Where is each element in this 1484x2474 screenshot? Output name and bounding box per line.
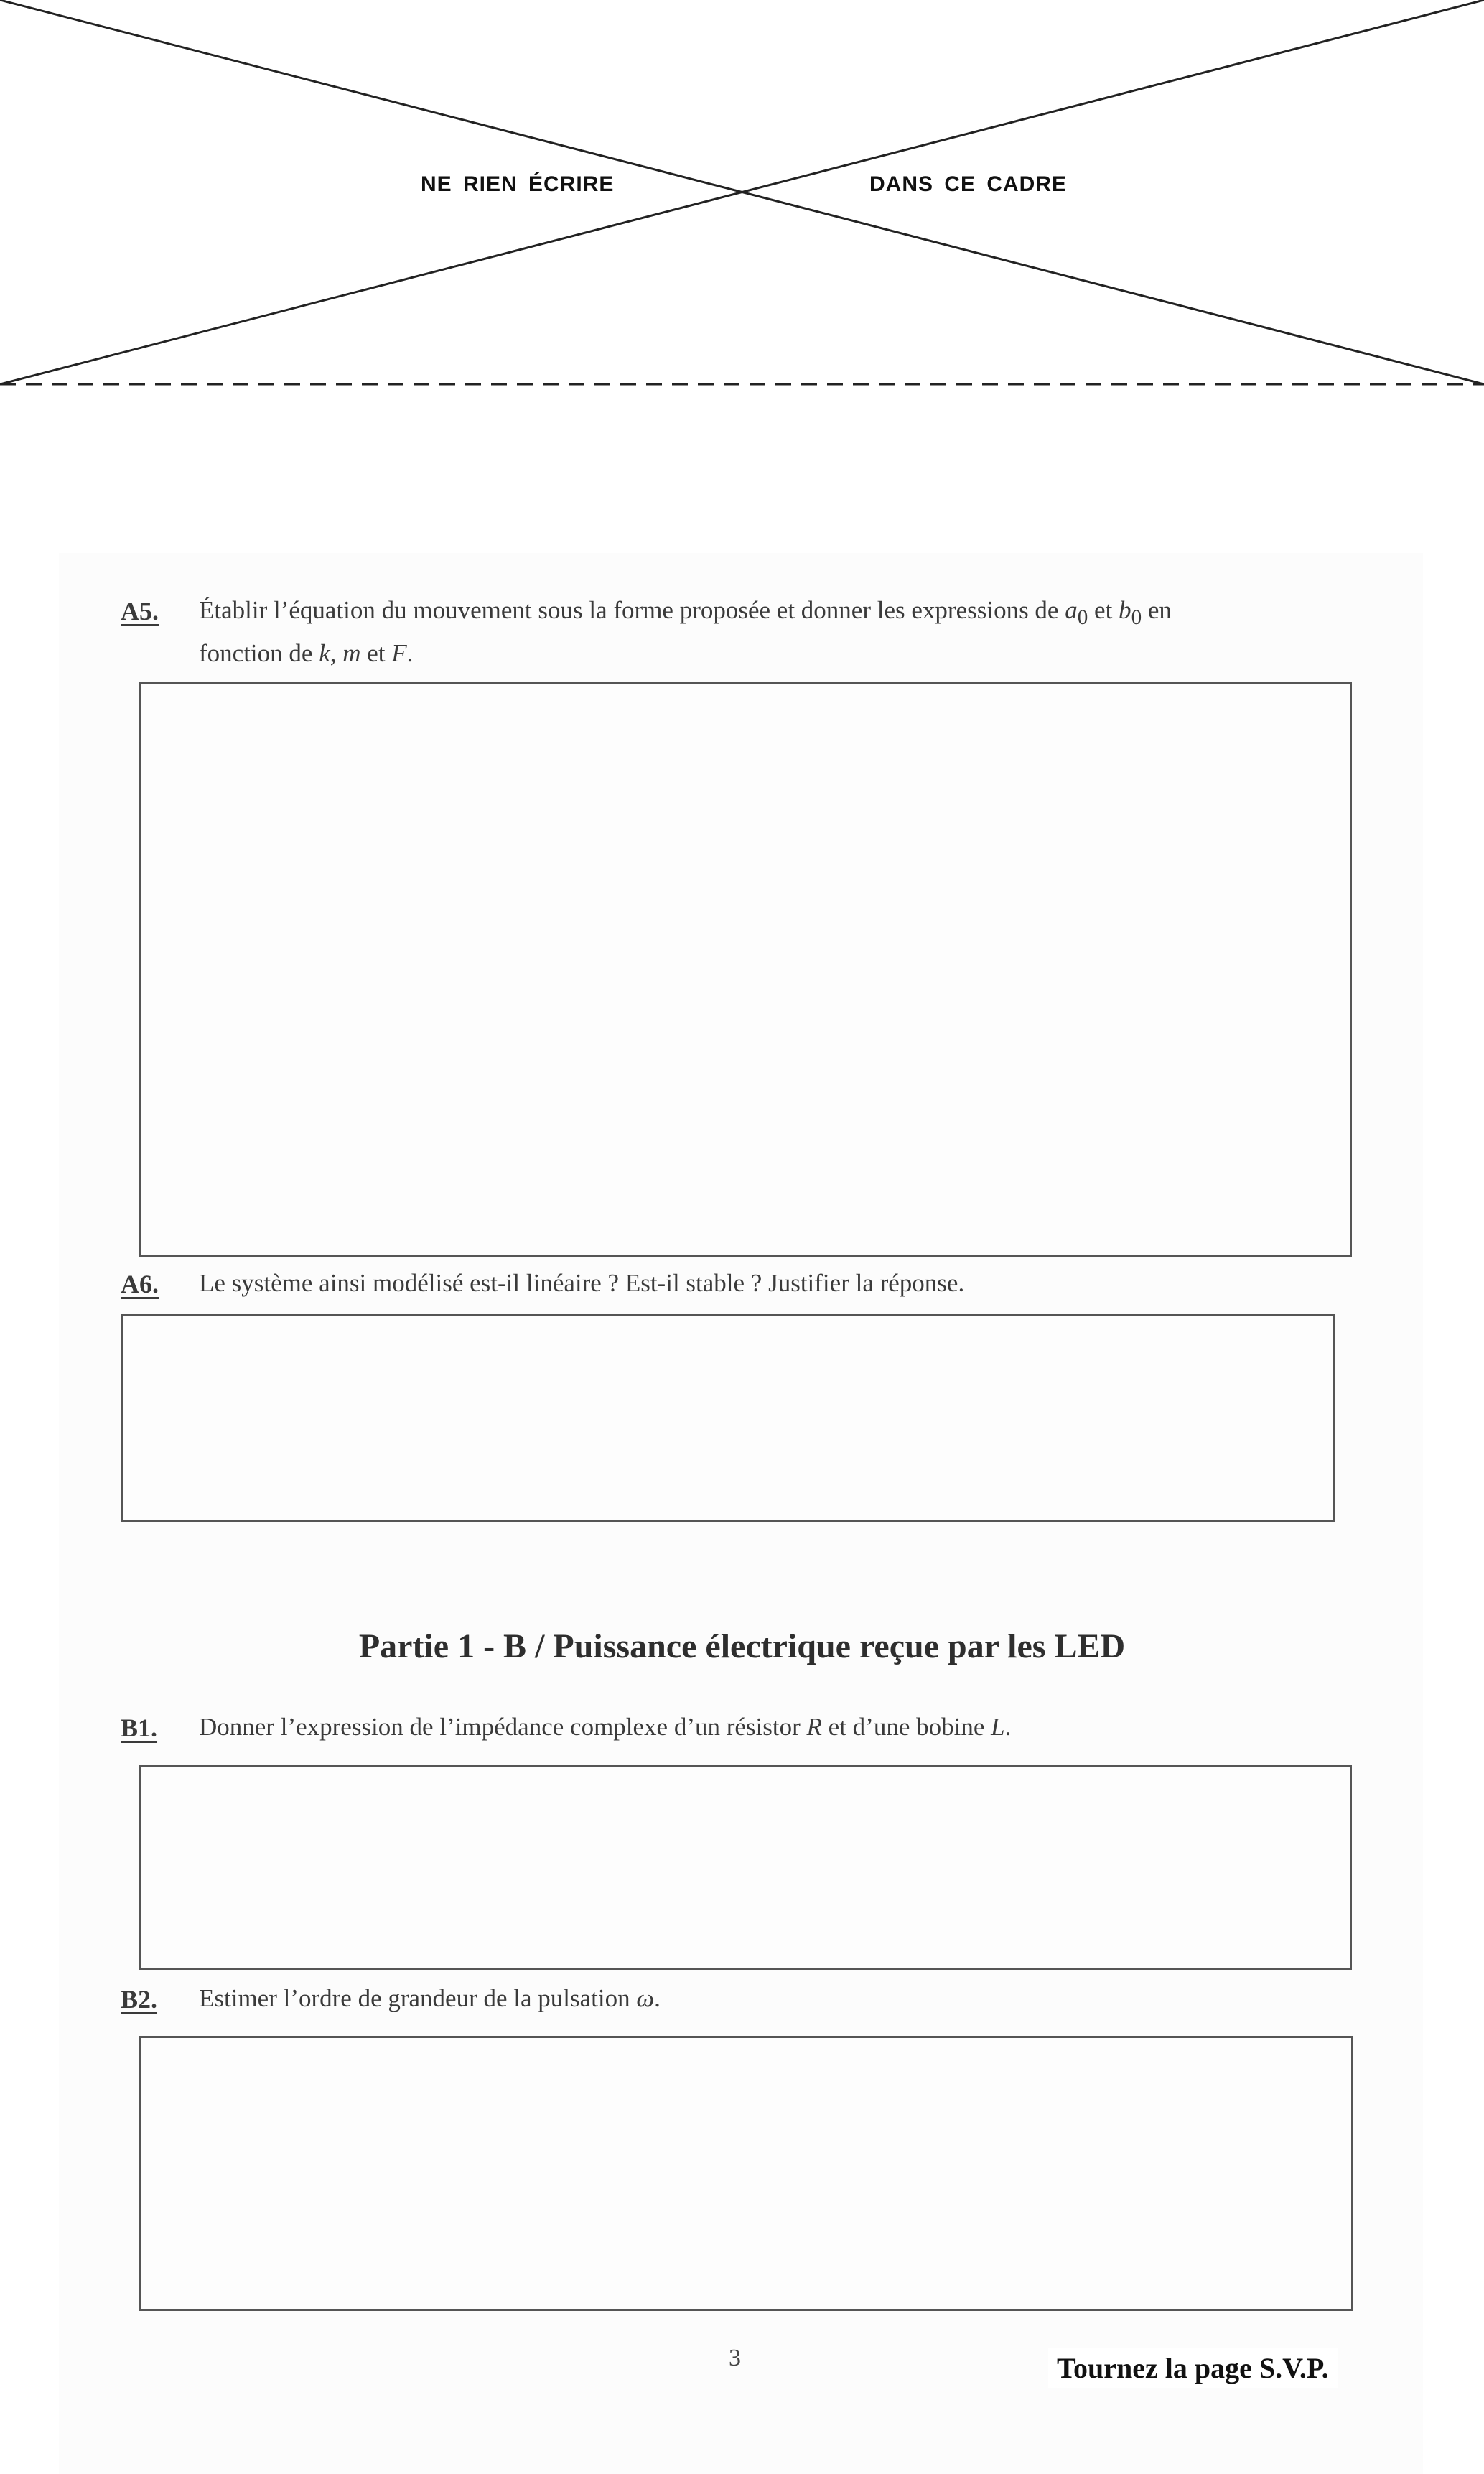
question-label-b1: B1. [121,1713,158,1742]
page-number: 3 [729,2345,741,2371]
answer-box-b2[interactable] [139,2036,1353,2311]
question-label-a6: A6. [121,1270,159,1298]
question-label-a5: A5. [121,597,159,626]
turn-page-note: Tournez la page S.V.P. [1048,2348,1338,2388]
question-text-b2: Estimer l’ordre de grandeur de la pulsation ω. [199,1984,661,2012]
answer-box-a6[interactable] [121,1314,1335,1522]
question-label-b2: B2. [121,1985,158,2014]
answer-box-a5[interactable] [139,682,1352,1257]
question-text-a6: Le système ainsi modélisé est-il linéaire ? Est-il stable ? Justifier la réponse. [199,1269,965,1297]
question-text-b1: Donner l’expression de l’impédance complexe d’un résistor R et d’une bobine L. [199,1713,1012,1741]
part-title: Partie 1 - B / Puissance électrique reçue par les LED [358,1627,1126,1665]
no-write-note-right: DANS CE CADRE [865,172,1071,197]
no-write-zone [0,0,1484,391]
answer-box-b1[interactable] [139,1765,1352,1970]
question-text-a5: Établir l’équation du mouvement sous la forme proposée et donner les expressions de $a_0$ et $b_0$ en fonction de k, m et F. [199,596,1172,667]
no-write-note-left: NE RIEN ÉCRIRE [416,172,618,197]
